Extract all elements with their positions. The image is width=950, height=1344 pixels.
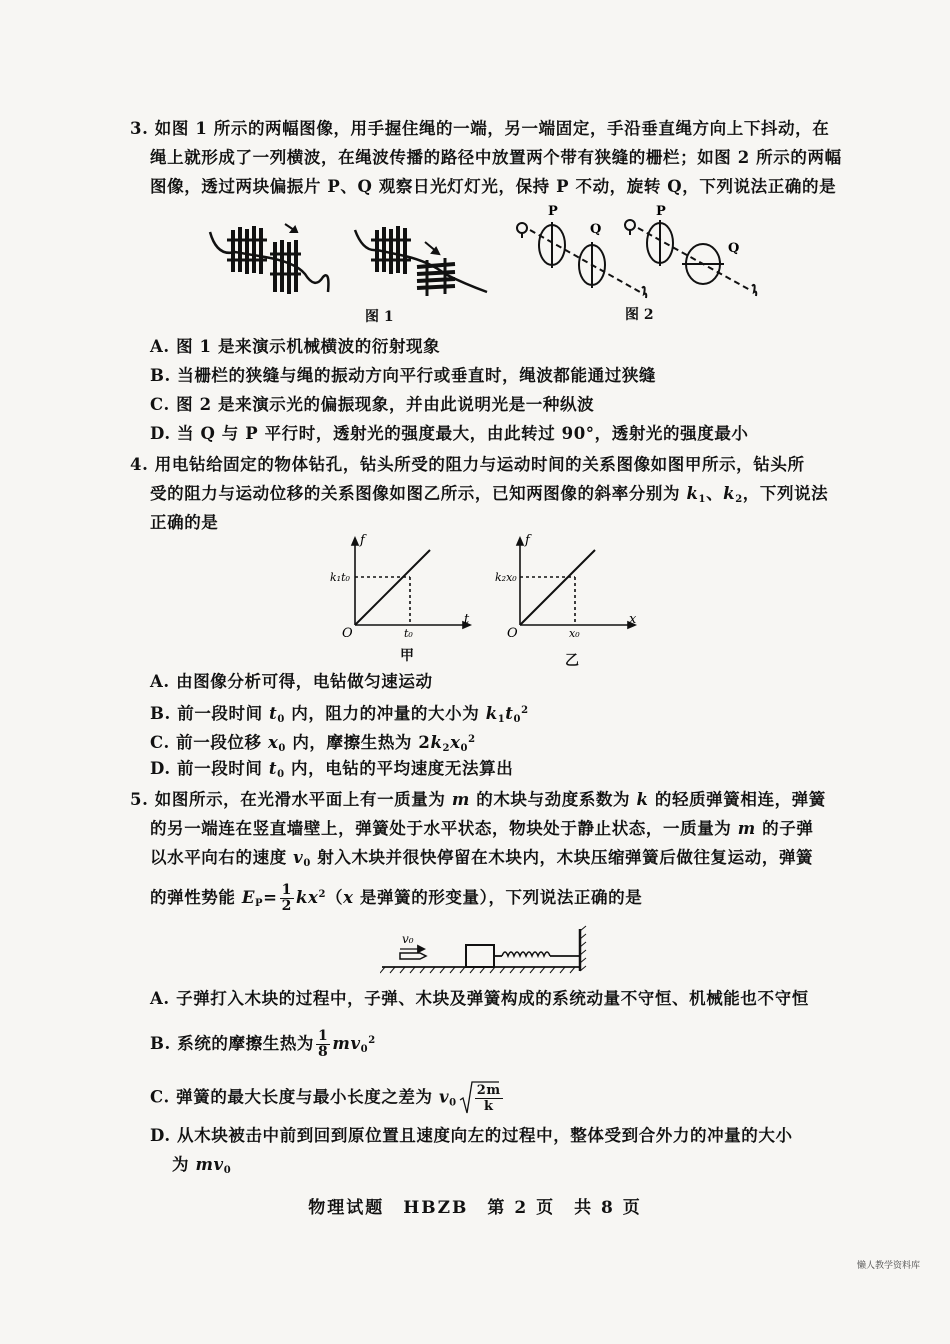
q5-energy-fraction: $\frac{1}{2}$	[281, 882, 292, 914]
figure-1-caption: 图 1	[365, 309, 394, 325]
figure-spring-block	[380, 925, 600, 977]
figure-2-polarizers	[510, 200, 770, 305]
q5-option-c: C. 弹簧的最大长度与最小长度之差为 $v_0$ $\frac{2m}{k}$	[150, 1080, 499, 1121]
q5-line-4: 的弹性势能 $E_P=$ $\frac{1}{2}$ $kx^2(x$ 是弹簧的形变量），下列说法正确的是	[150, 882, 643, 914]
page-footer: 物理试题 HBZB 第 2 页 共 8 页	[308, 1198, 642, 1218]
figure-2-caption: 图 2	[625, 307, 654, 323]
q3-option-a: A. 图 1 是来演示机械横波的衍射现象	[150, 337, 441, 356]
q4-option-a: A. 由图像分析可得，电钻做匀速运动	[150, 672, 433, 691]
q4-option-b: B. 前一段时间 $t_0$ 内，阻力的冲量的大小为 $k_1t_0^2$	[150, 704, 529, 725]
q5-line-2: 的另一端连在竖直墙壁上，弹簧处于水平状态，物块处于静止状态，一质量为 m 的子弹	[150, 819, 814, 838]
figure-1-fences	[205, 212, 495, 307]
q5-optb-fraction: $\frac{1}{8}$	[318, 1028, 329, 1060]
q3-line-1: 3. 如图 1 所示的两幅图像，用手握住绳的一端，另一端固定，手沿垂直绳方向上下抖动，在	[130, 119, 830, 138]
graph-jia-yval: k₁t₀	[330, 571, 350, 584]
q4-line-3: 正确的是	[150, 513, 219, 532]
q4-option-c: C. 前一段位移 $x_0$ 内，摩擦生热为 $2k_2x_0^2$	[150, 733, 476, 754]
graph-jia-ylabel: f	[360, 533, 365, 548]
q3-line-3: 图像，透过两块偏振片 P、Q 观察日光灯灯光，保持 P 不动，旋转 Q，下列说法正确的是	[150, 177, 837, 196]
q4-line-1: 4. 用电钻给固定的物体钻孔，钻头所受的阻力与运动时间的关系图像如图甲所示，钻头所	[130, 455, 805, 474]
q5-option-d-line-1: D. 从木块被击中前到回到原位置且速度向左的过程中，整体受到合外力的冲量的大小	[150, 1126, 793, 1145]
figure-v0-label: v₀	[402, 932, 414, 946]
q3-option-b: B. 当栅栏的狭缝与绳的振动方向平行或垂直时，绳波都能通过狭缝	[150, 366, 657, 385]
label-q-right: Q	[728, 241, 740, 256]
graph-yi-yval: k₂x₀	[495, 571, 517, 584]
label-p-left: P	[548, 204, 558, 219]
graph-jia-xval: t₀	[404, 627, 413, 640]
watermark: 懒人教学资料库	[856, 1261, 920, 1271]
q5-option-b: B. 系统的摩擦生热为 $\frac{1}{8}$ $mv_0^2$	[150, 1028, 376, 1060]
q3-option-d: D. 当 Q 与 P 平行时，透射光的强度最大，由此转过 90°，透射光的强度最小	[150, 424, 749, 443]
graph-jia-caption: 甲	[400, 648, 414, 664]
graph-yi	[495, 530, 645, 640]
graph-yi-caption: 乙	[565, 653, 579, 669]
label-p-right: P	[656, 204, 666, 219]
q5-line-1: 5. 如图所示，在光滑水平面上有一质量为 m 的木块与劲度系数为 k 的轻质弹簧相连，弹簧	[130, 790, 826, 809]
q4-line-2: 受的阻力与运动位移的关系图像如图乙所示，已知两图像的斜率分别为 $k_1$、$k_2$，下列说法	[150, 484, 829, 505]
graph-jia-origin: O	[342, 626, 353, 640]
q4-option-d: D. 前一段时间 $t_0$ 内，电钻的平均速度无法算出	[150, 759, 514, 780]
graph-yi-origin: O	[507, 626, 518, 640]
graph-yi-xval: x₀	[569, 627, 580, 640]
graph-jia	[330, 530, 480, 640]
q5-option-a: A. 子弹打入木块的过程中，子弹、木块及弹簧构成的系统动量不守恒、机械能也不守恒	[150, 989, 809, 1008]
q5-option-d-line-2: 为 $mv_0$	[172, 1155, 232, 1176]
graph-yi-xlabel: x	[629, 612, 637, 627]
q3-option-c: C. 图 2 是来演示光的偏振现象，并由此说明光是一种纵波	[150, 395, 595, 414]
sqrt-symbol: $\frac{2m}{k}$	[459, 1080, 499, 1116]
graph-jia-xlabel: t	[464, 612, 470, 627]
q3-line-2: 绳上就形成了一列横波，在绳波传播的路径中放置两个带有狭缝的栅栏；如图 2 所示的两幅	[150, 148, 842, 167]
q5-line-3: 以水平向右的速度 $v_0$ 射入木块并很快停留在木块内，木块压缩弹簧后做往复运动，弹簧	[150, 848, 814, 869]
graph-yi-ylabel: f	[525, 533, 530, 548]
label-q-left: Q	[590, 222, 602, 237]
